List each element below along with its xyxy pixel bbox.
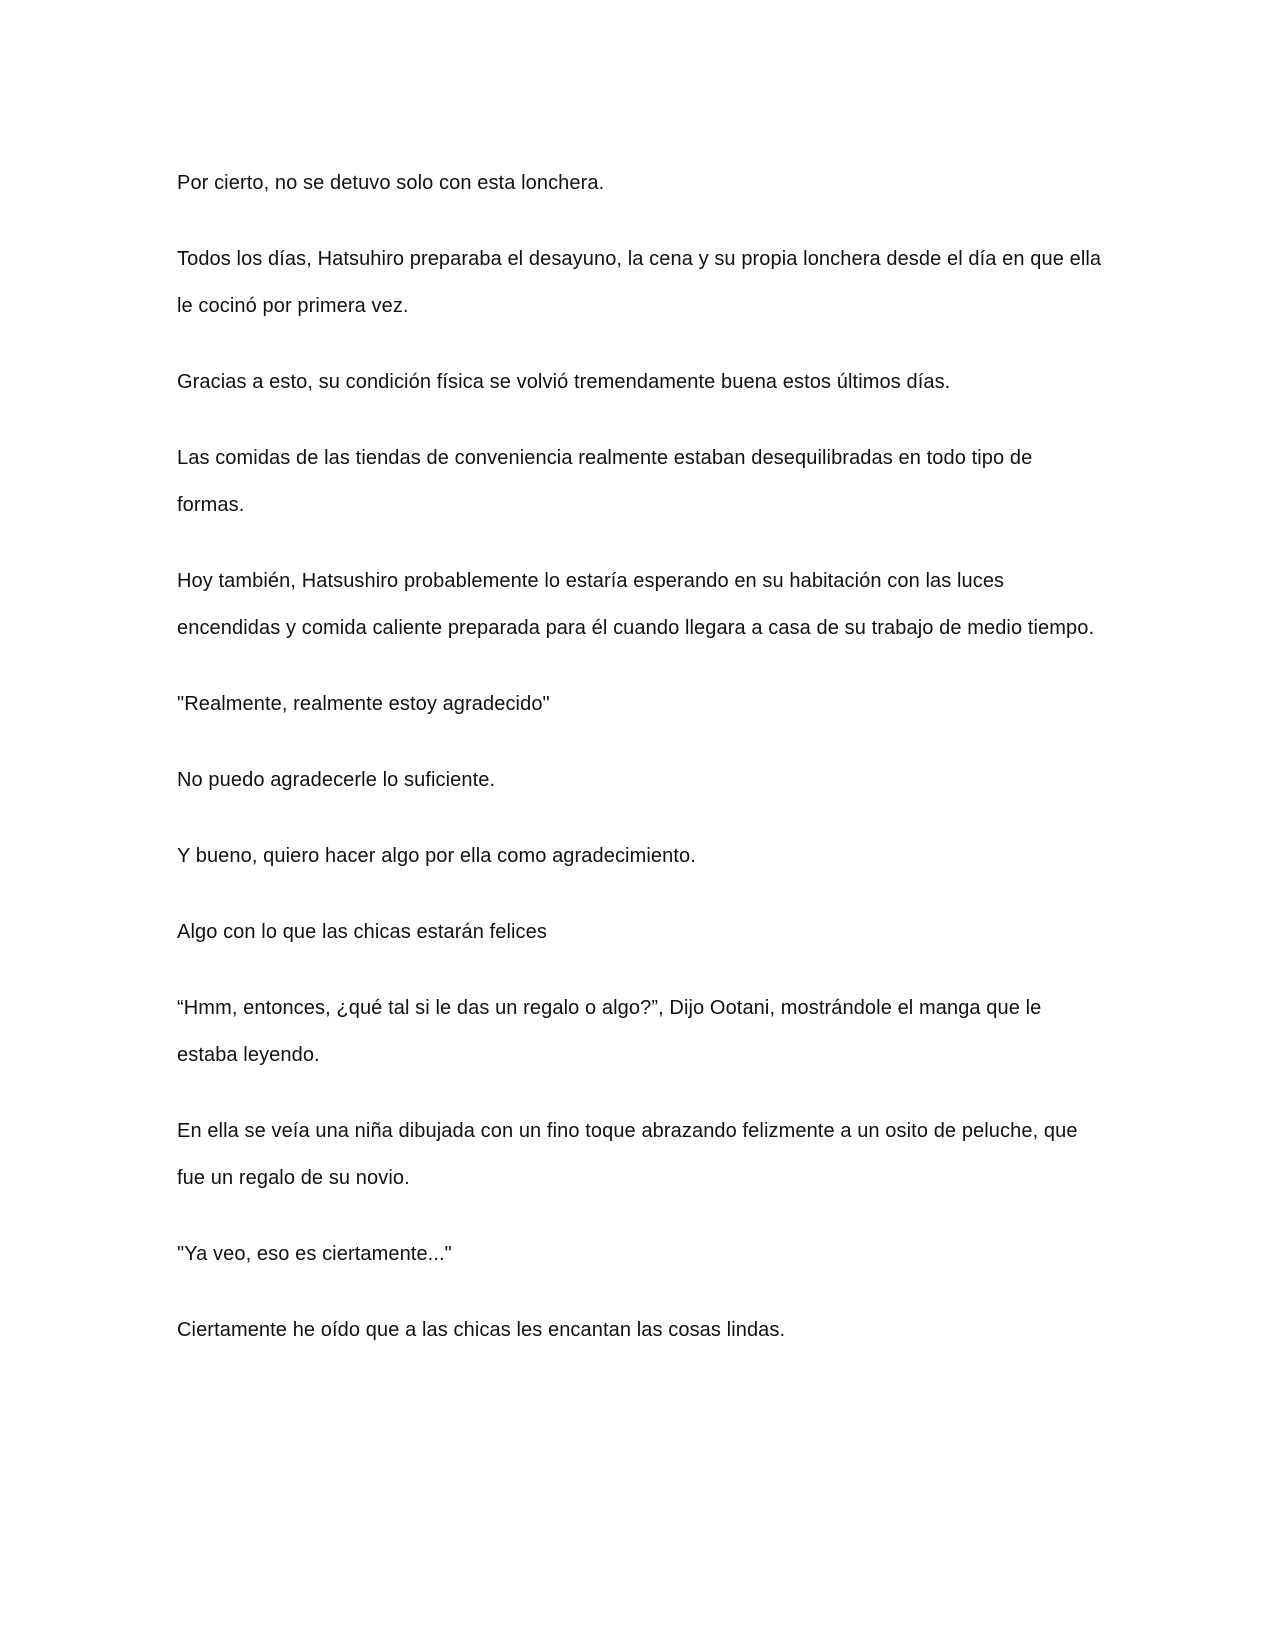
document-body <box>177 160 1102 1383</box>
paragraph: Por cierto, no se detuvo solo con esta lonchera. <box>177 172 605 194</box>
paragraph: Todos los días, Hatsuhiro preparaba el desayuno, la cena y su propia lonchera desde el día en que ella le cocinó por primera vez. <box>177 248 1102 317</box>
paragraph: En ella se veía una niña dibujada con un fino toque abrazando felizmente a un osito de peluche, que fue un regalo de su novio. <box>177 1120 1078 1189</box>
paragraph: "Ya veo, eso es ciertamente..." <box>177 1243 452 1265</box>
paragraph: "Realmente, realmente estoy agradecido" <box>177 693 550 715</box>
paragraph: Las comidas de las tiendas de conveniencia realmente estaban desequilibradas en todo tipo de formas. <box>177 447 1033 516</box>
paragraph: Y bueno, quiero hacer algo por ella como agradecimiento. <box>177 845 696 867</box>
paragraph: No puedo agradecerle lo suficiente. <box>177 769 496 791</box>
paragraph: Ciertamente he oído que a las chicas les encantan las cosas lindas. <box>177 1319 786 1341</box>
paragraph: Gracias a esto, su condición física se volvió tremendamente buena estos últimos días. <box>177 371 951 393</box>
paragraph: Algo con lo que las chicas estarán felices <box>177 921 547 943</box>
paragraph: Hoy también, Hatsushiro probablemente lo estaría esperando en su habitación con las luces encendidas y comida caliente preparada para él cuando llegara a casa de su trabajo de medio tiempo. <box>177 570 1095 639</box>
paragraph: “Hmm, entonces, ¿qué tal si le das un regalo o algo?”, Dijo Ootani, mostrándole el manga que le estaba leyendo. <box>177 997 1042 1066</box>
